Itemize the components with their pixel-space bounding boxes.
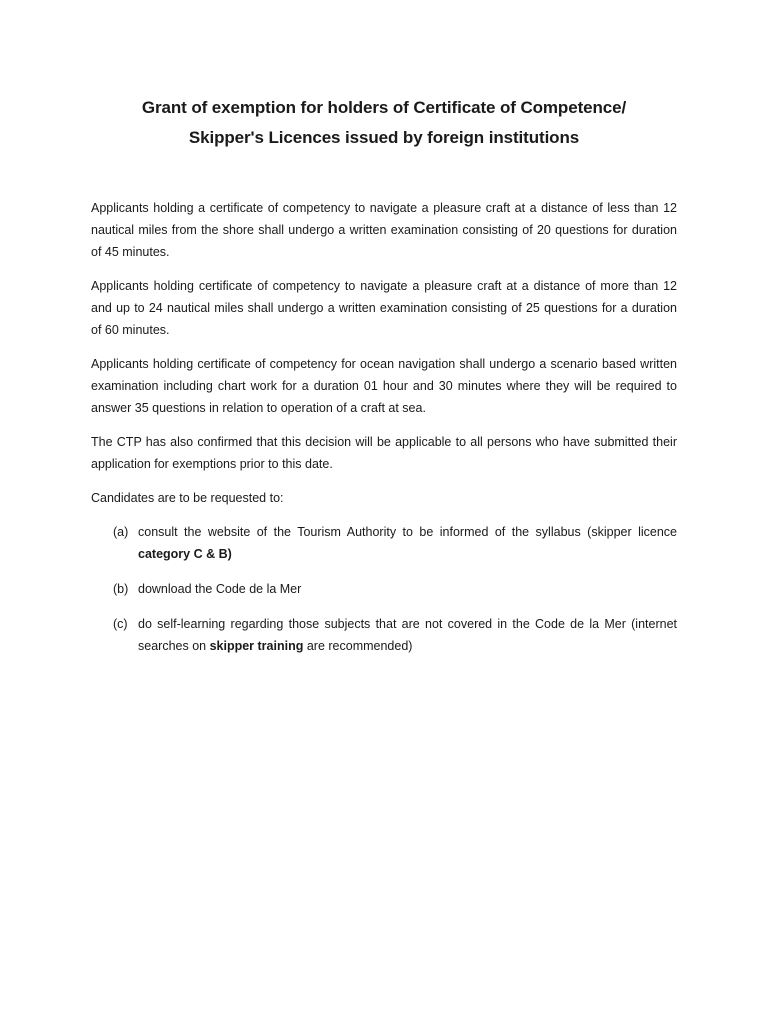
candidates-intro: Candidates are to be requested to: xyxy=(91,491,284,505)
document-body xyxy=(91,197,677,670)
list-item xyxy=(91,613,677,657)
list-item xyxy=(91,521,677,565)
list-marker: (c) xyxy=(113,617,128,631)
list-item-text: download the Code de la Mer xyxy=(138,582,302,596)
paragraph-less-than-12-miles: Applicants holding a certificate of competency to navigate a pleasure craft at a distance of less than 12 nautical miles from the shore shall undergo a written examination consisting of 20 questions for duration of 45 minutes. xyxy=(91,201,677,259)
paragraph-ocean-navigation: Applicants holding certificate of competency for ocean navigation shall undergo a scenario based written examination including chart work for a duration 01 hour and 30 minutes where they will be required to answer 35 questions in relation to operation of a craft at sea. xyxy=(91,357,677,415)
list-item-bold-text: skipper training xyxy=(209,639,304,653)
title-line-1: Grant of exemption for holders of Certificate of Competence/ xyxy=(141,98,627,117)
paragraph-12-to-24-miles: Applicants holding certificate of competency to navigate a pleasure craft at a distance of more than 12 and up to 24 nautical miles shall undergo a written examination consisting of 25 questions for a duration of 60 minutes. xyxy=(91,279,677,337)
candidate-requirements-list xyxy=(91,521,677,657)
list-marker: (b) xyxy=(113,582,129,596)
list-item-bold-text: category C & B) xyxy=(138,547,232,561)
list-item-text: do self-learning regarding those subjects that are not covered in the Code de la Mer (internet searches on xyxy=(138,617,677,653)
paragraph-ctp-confirmation: The CTP has also confirmed that this decision will be applicable to all persons who have submitted their application for exemptions prior to this date. xyxy=(91,435,677,471)
list-item-text-after: are recommended) xyxy=(303,639,413,653)
list-item xyxy=(91,578,677,600)
document-title xyxy=(60,93,708,153)
list-item-text: consult the website of the Tourism Authority to be informed of the syllabus (skipper licence xyxy=(138,525,677,539)
list-marker: (a) xyxy=(113,525,129,539)
title-line-2: Skipper's Licences issued by foreign institutions xyxy=(188,128,580,147)
